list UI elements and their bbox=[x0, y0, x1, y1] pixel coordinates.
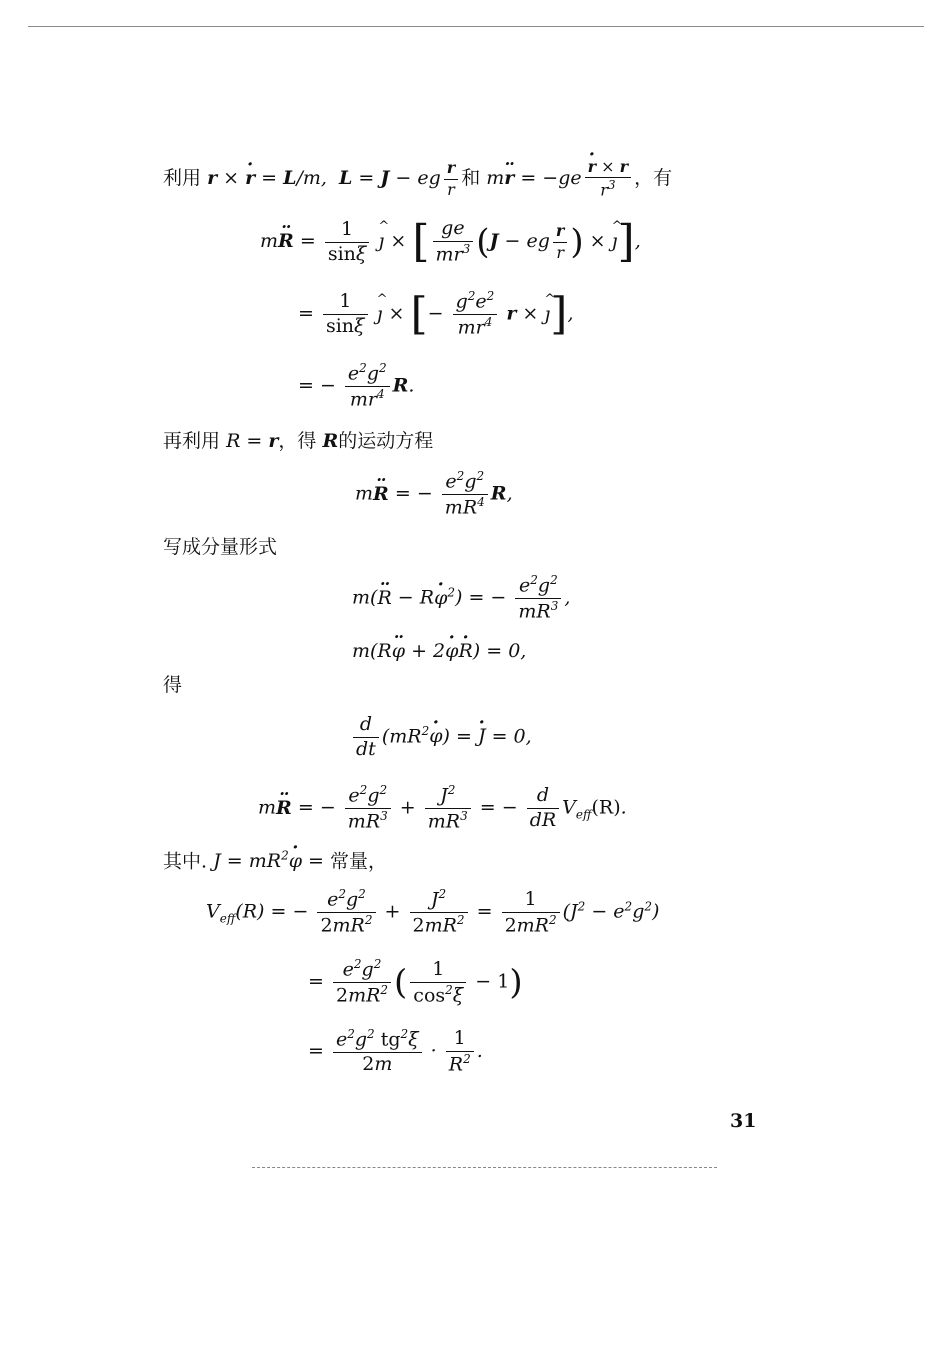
components-text: 写成分量形式 bbox=[163, 536, 278, 558]
intro-prefix: 利用 bbox=[163, 167, 202, 190]
equation-3: = − $\frac{e^2g^2}{mr^4}$ R. bbox=[298, 361, 415, 411]
bottom-rule bbox=[252, 1167, 717, 1168]
de-text: 得 bbox=[163, 674, 183, 696]
components-line bbox=[163, 538, 277, 557]
equation-11: = $\frac{e^2g^2 tg^2\xi}{2m}$ · $\frac{1}{R^2}$ . bbox=[308, 1027, 483, 1076]
where-text: 其中 bbox=[163, 850, 202, 873]
reuse-line: 再利用 R = r，得 R的运动方程 bbox=[163, 430, 434, 452]
de-line bbox=[163, 676, 182, 695]
equation-5: $m(\cdot\cdot R - R\cdot \varphi^2)$ = − $\frac{e^2g^2}{mR^3}$ , bbox=[352, 574, 570, 623]
equation-6: m(R·· φ + 2· φ· R) = 0, bbox=[352, 642, 526, 661]
reuse-text: 再利用 bbox=[163, 430, 221, 452]
intro-and: 和 bbox=[461, 167, 481, 190]
equation-4: m·· R = − $\frac{e^2g^2}{mR^4}$ R, bbox=[355, 470, 513, 519]
equation-8: m·· R = − $\frac{e^2g^2}{mR^3}$ + $\frac{J^2}{mR^3}$ = − $\frac{d}{dR}$ $V_{eff}(R)$. bbox=[258, 784, 627, 833]
page-number: 31 bbox=[730, 1110, 757, 1132]
equation-10: = $\frac{e^2g^2}{2mR^2}$ ( $\frac{1}{\cos^2\xi}$ − 1) bbox=[308, 957, 523, 1007]
top-rule bbox=[28, 26, 924, 27]
constant-text: 常量， bbox=[330, 850, 388, 873]
equation-1: m·· R = $\frac{1}{\sin\xi}$ ^ ȷ × [ $\frac{ge}{mr^3}$ (J − eg $\frac{r}{r}$ ) × ^ ȷ], bbox=[260, 218, 641, 266]
where-line: 其中. $J = mR^2\cdot \varphi$ = 常量， bbox=[163, 850, 387, 871]
intro-line: 利用 r × · r = L/m, L = J − eg $\frac{r}{r}$ 和 m·· r = −ge · $\frac{r \times r}{r^3}$ ，有 bbox=[163, 158, 672, 200]
get-text: ，得 bbox=[278, 430, 317, 452]
intro-have: ，有 bbox=[634, 167, 673, 190]
motion-eq-text: 的运动方程 bbox=[338, 430, 434, 452]
equation-7: $\frac{d}{dt}$ $(mR^2\cdot \varphi)$ = · J = 0, bbox=[350, 714, 532, 761]
equation-2: = $\frac{1}{\sin\xi}$ ^ ȷ × [− $\frac{g^2e^2}{mr^4}$ r × ^ ȷ], bbox=[298, 290, 574, 339]
equation-9: $V_{eff}(R)$ = − $\frac{e^2g^2}{2mR^2}$ + $\frac{J^2}{2mR^2}$ = $\frac{1}{2mR^2}$ $(J^2 - e^2g^2)$ bbox=[206, 887, 660, 937]
